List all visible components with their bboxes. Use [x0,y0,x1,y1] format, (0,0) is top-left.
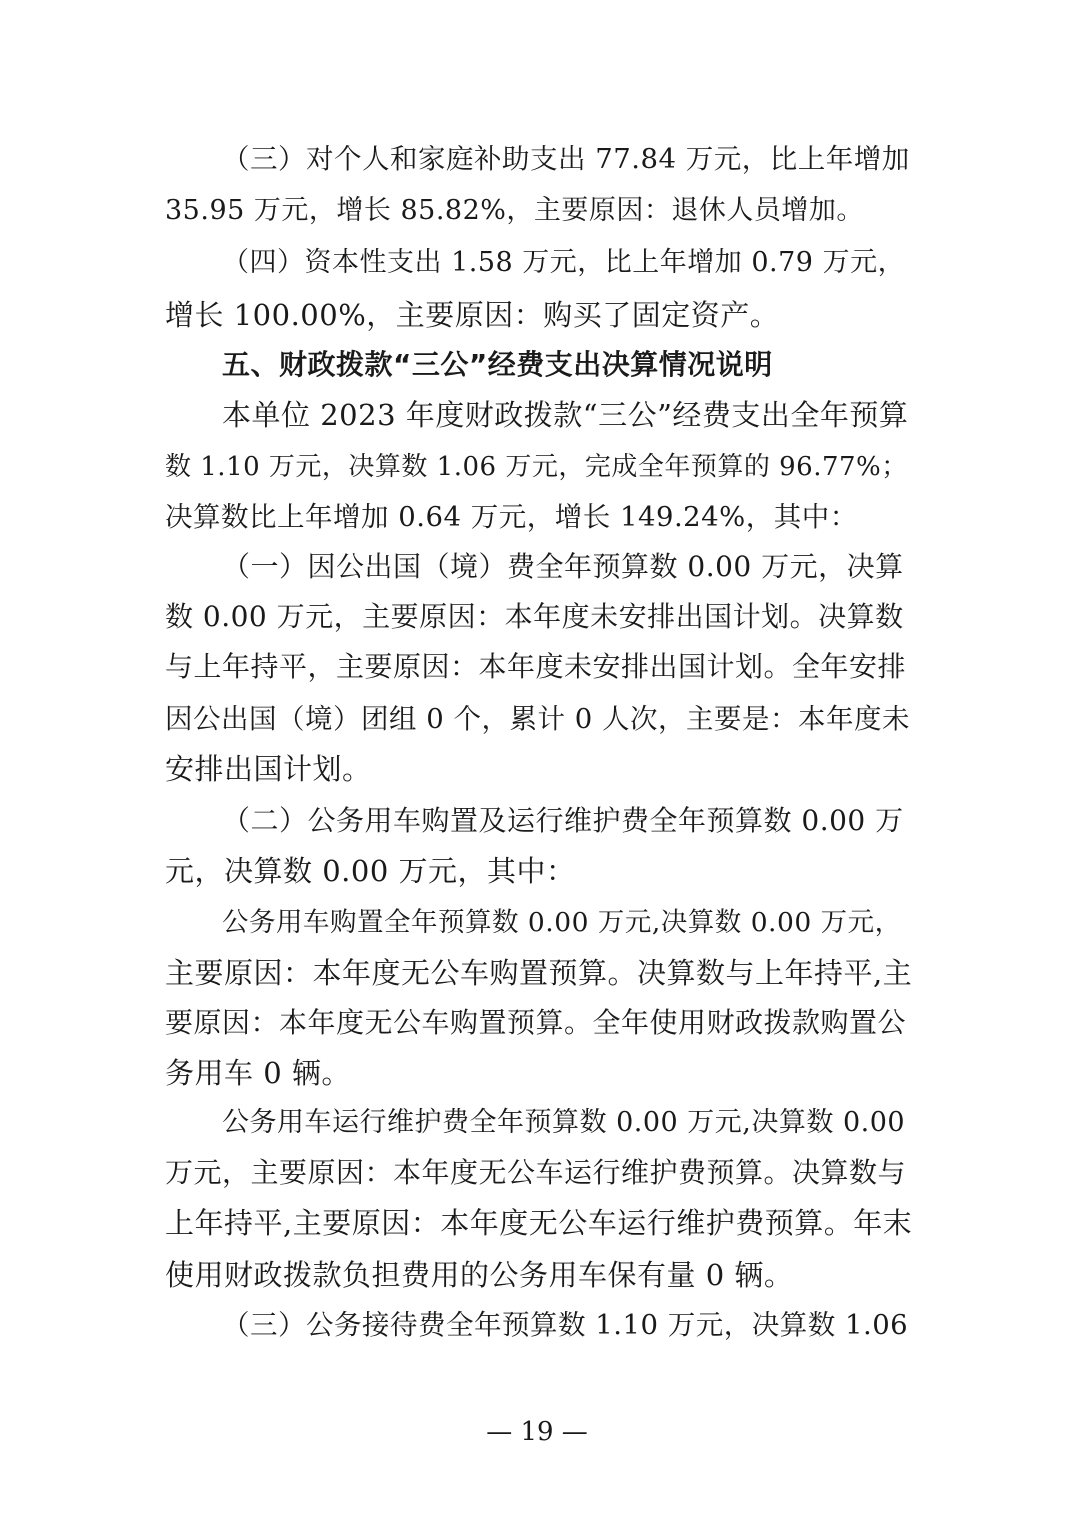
section-heading: 五、财政拨款“三公”经费支出决算情况说明 [222,348,773,381]
paragraph-line: 要原因：本年度无公车购置预算。全年使用财政拨款购置公 [165,1006,907,1039]
paragraph-line: 主要原因：本年度无公车购置预算。决算数与上年持平,主 [165,956,913,990]
page-number: — 19 — [486,1417,588,1447]
paragraph-line: 万元，主要原因：本年度无公车运行维护费预算。决算数与 [165,1156,907,1189]
paragraph-line: （二）公务用车购置及运行维护费全年预算数 0.00 万 [222,804,904,837]
paragraph-line: 使用财政拨款负担费用的公务用车保有量 0 辆。 [165,1258,794,1292]
paragraph-line: 公务用车运行维护费全年预算数 0.00 万元,决算数 0.00 [222,1107,906,1138]
paragraph-line: （一）因公出国（境）费全年预算数 0.00 万元，决算 [222,550,904,583]
paragraph-line: （三）公务接待费全年预算数 1.10 万元，决算数 1.06 [222,1309,909,1341]
paragraph-line: 元，决算数 0.00 万元，其中： [165,854,576,888]
paragraph-line: 数 0.00 万元，主要原因：本年度未安排出国计划。决算数 [165,600,904,633]
paragraph-line: 数 1.10 万元，决算数 1.06 万元，完成全年预算的 96.77%； [165,452,908,482]
paragraph-line: 务用车 0 辆。 [165,1056,351,1090]
paragraph-line: 本单位 2023 年度财政拨款“三公”经费支出全年预算 [222,398,909,432]
paragraph-line: 决算数比上年增加 0.64 万元，增长 149.24%，其中： [165,501,858,533]
paragraph-line: 因公出国（境）团组 0 个，累计 0 人次，主要是：本年度未 [165,703,910,735]
paragraph-line: 与上年持平，主要原因：本年度未安排出国计划。全年安排 [165,650,907,683]
paragraph-line: 上年持平,主要原因：本年度无公车运行维护费预算。年末 [165,1206,913,1240]
paragraph-line: 35.95 万元，增长 85.82%，主要原因：退休人员增加。 [165,195,864,226]
paragraph-line: 安排出国计划。 [165,752,372,786]
paragraph-line: 增长 100.00%，主要原因：购买了固定资产。 [165,298,780,332]
paragraph-line: （三）对个人和家庭补助支出 77.84 万元，比上年增加 [222,143,910,175]
paragraph-line: （四）资本性支出 1.58 万元，比上年增加 0.79 万元， [222,247,906,278]
paragraph-line: 公务用车购置全年预算数 0.00 万元,决算数 0.00 万元， [222,907,902,938]
